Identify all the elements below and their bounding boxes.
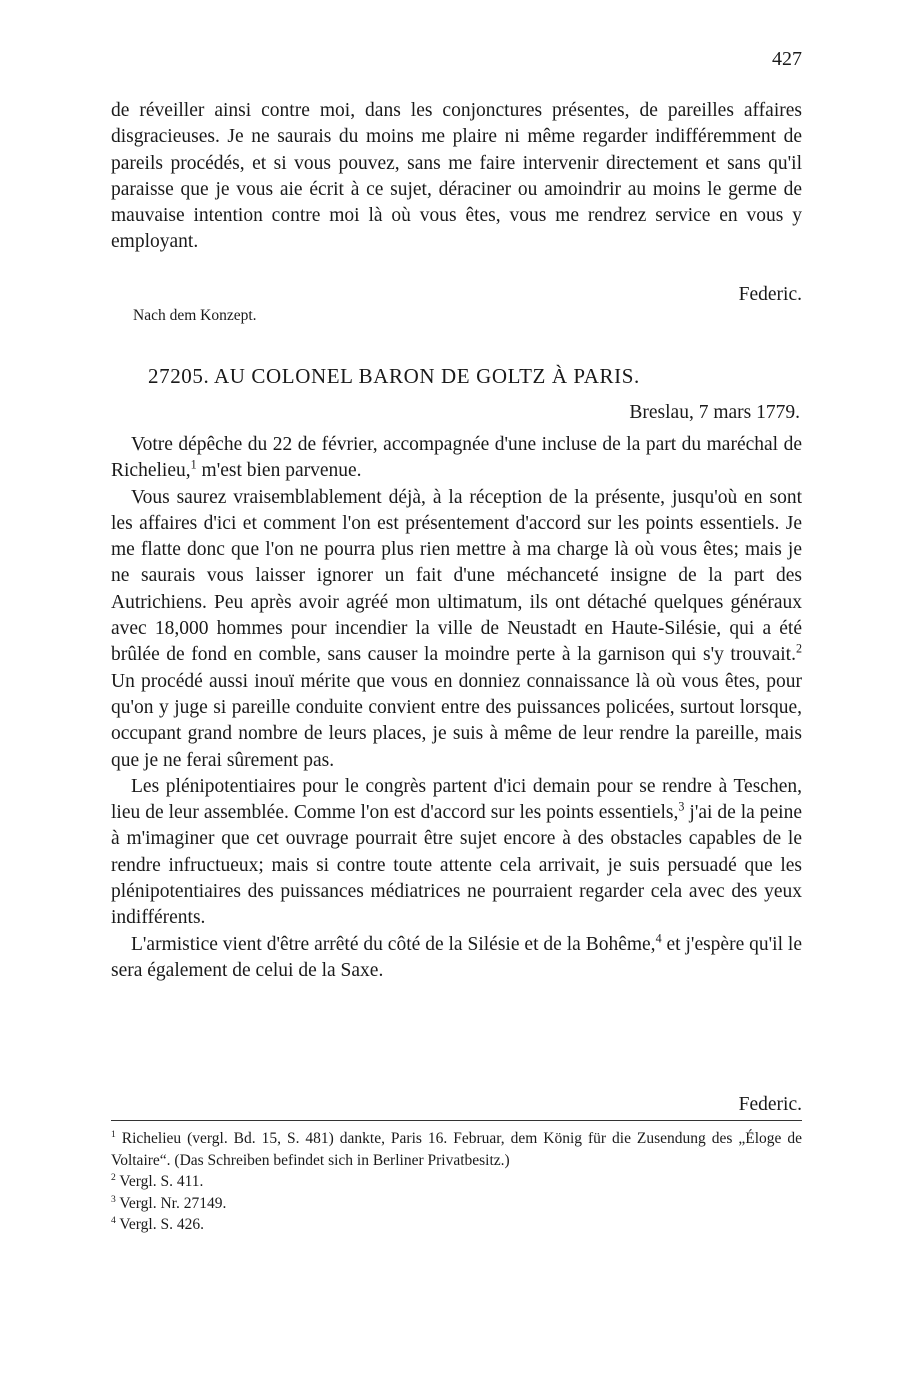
footnote-ref: 2 [795, 641, 802, 656]
footnote-divider [111, 1120, 802, 1121]
letter-paragraph: Vous saurez vraisemblablement déjà, à la réception de la présente, jusqu'où en sont les affaires d'ici et comment l'on est présentement d'accord sur les points essentiels. Je me flatte donc que l'on ne pourra plus rien mettre à ma charge là où vous êtes; mais je ne saurais vous laisser ignorer un fait d'une méchanceté insigne de la part des Autrichiens. Peu après avoir agréé mon ultimatum, ils ont détaché quelques généraux avec 18,000 hommes pour incendier la ville de Neustadt en Haute-Silésie, qui a été brûlée de fond en comble, sans causer la moindre perte à la garnison qui s'y trouvait.$^2$ Un procédé aussi inouï mérite que vous en donniez connaissance là où vous êtes, pour qu'on y juge si pareille conduite convient entre des puissances policées, surtout lorsque, occupant grand nombre de leurs places, je suis à même de leur rendre la pareille, mais que je ne ferai sûrement pas. [111, 486, 802, 771]
footnote: $^3$ Vergl. Nr. 27149. [111, 1193, 227, 1212]
footnote: $^4$ Vergl. S. 426. [111, 1214, 204, 1233]
footnotes [111, 1128, 802, 1236]
footnote-ref: 1 [190, 457, 197, 472]
letter-heading: 27205. AU COLONEL BARON DE GOLTZ À PARIS. [148, 364, 640, 388]
source-note: Nach dem Konzept. [133, 307, 257, 324]
footnote-ref: 4 [655, 931, 662, 946]
letter-paragraph: L'armistice vient d'être arrêté du côté de la Silésie et de la Bohême,$^4$ et j'espère qu'il le sera également de celui de la Saxe. [111, 931, 802, 981]
previous-letter-paragraph: de réveiller ainsi contre moi, dans les conjonctures présentes, de pareilles affaires disgracieuses. Je ne saurais du moins me plaire ni même regarder indifféremment de pareils procédés, et si vous pouvez, sans me faire intervenir directement et sans qu'il paraisse que je vous aie écrit à ce sujet, déraciner ou amoindrir au moins le germe de mauvaise intention contre moi là où vous êtes, vous me rendrez service en vous y employant. [111, 100, 802, 253]
page-number: 427 [772, 48, 802, 70]
letter-signature: Federic. [738, 1094, 802, 1115]
footnote-ref: 3 [678, 799, 685, 814]
footnote: $^1$ Richelieu (vergl. Bd. 15, S. 481) dankte, Paris 16. Februar, dem König für die Zusendung des „Éloge de Voltaire“. (Das Schreiben befindet sich in Berliner Privatbesitz.) [111, 1128, 803, 1169]
previous-letter-ending [111, 98, 802, 256]
letter-body [111, 432, 802, 984]
letter-paragraph: Les plénipotentiaires pour le congrès partent d'ici demain pour se rendre à Teschen, lieu de leur assemblée. Comme l'on est d'accord sur les points essentiels,$^3$ j'ai de la peine à m'imaginer que cet ouvrage pourrait être sujet encore à des obstacles capables de le rendre infructueux; mais si contre toute attente cela arrivait, je suis persuadé que les plénipotentiaires des puissances médiatrices ne pourraient regarder cela avec des yeux indifférents. [111, 775, 802, 929]
previous-letter-signature: Federic. [738, 284, 802, 305]
letter-paragraph: Votre dépêche du 22 de février, accompagnée d'une incluse de la part du maréchal de Richelieu,$^1$ m'est bien parvenue. [111, 434, 802, 482]
letter-place-date: Breslau, 7 mars 1779. [629, 402, 800, 423]
footnote: $^2$ Vergl. S. 411. [111, 1171, 204, 1190]
